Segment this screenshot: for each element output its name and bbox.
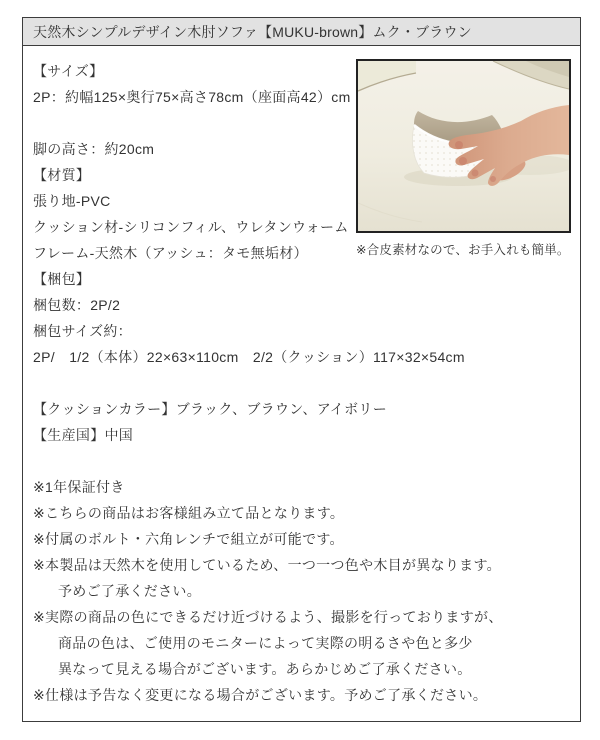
material-upholstery: 張り地-PVC <box>33 193 111 209</box>
size-section-label: 【サイズ】 <box>33 63 104 79</box>
photo-caption: ※合皮素材なので、お手入れも簡単。 <box>356 243 570 257</box>
material-section-label: 【材質】 <box>33 167 91 183</box>
photo-block <box>356 59 572 258</box>
country-line: 【生産国】中国 <box>33 427 134 443</box>
product-care-photo <box>356 59 571 233</box>
note-color-photo: ※実際の商品の色にできるだけ近づけるよう、撮影を行っておりますが、 <box>33 609 503 625</box>
package-section-label: 【梱包】 <box>33 271 91 287</box>
note-wood-grain: ※本製品は天然木を使用しているため、一つ一つ色や木目が異なります。 <box>33 557 501 573</box>
title-bar <box>23 18 580 46</box>
spacer <box>33 370 580 396</box>
package-size-label: 梱包サイズ約： <box>33 323 132 339</box>
note-tools: ※付属のボルト・六角レンチで組立が可能です。 <box>33 531 344 547</box>
note-spec-change: ※仕様は予告なく変更になる場合がございます。予めご了承ください。 <box>33 687 488 703</box>
fingertip <box>459 157 467 165</box>
product-title: 天然木シンプルデザイン木肘ソファ【MUKU-brown】ムク・ブラウン <box>33 23 472 40</box>
note-color-monitor: 商品の色は、ご使用のモニターによって実際の明るさや色と多少 <box>58 635 473 651</box>
sofa-wipe-illustration <box>358 61 569 231</box>
size-value: 2P：約幅125×奥行75×高さ78cm（座面高42）cm <box>33 89 351 105</box>
note-assembly: ※こちらの商品はお客様組み立て品となります。 <box>33 505 345 521</box>
note-color-difference: 異なって見える場合がございます。あらかじめご了承ください。 <box>58 661 472 677</box>
fingertip <box>472 170 479 177</box>
spec-box <box>22 17 581 722</box>
material-frame: フレーム-天然木（アッシュ：タモ無垢材） <box>33 245 308 261</box>
spacer <box>33 448 580 474</box>
cushion-color-line: 【クッションカラー】ブラック、ブラウン、アイボリー <box>33 401 387 417</box>
fingertip <box>490 176 496 182</box>
material-cushion: クッション材-シリコンフィル、ウレタンウォーム <box>33 219 349 235</box>
note-warranty: ※1年保証付き <box>33 479 125 495</box>
package-size-value: 2P/ 1/2（本体）22×63×110cm 2/2（クッション）117×32×54cm <box>33 349 465 365</box>
leg-height: 脚の高さ：約20cm <box>33 141 155 157</box>
package-count: 梱包数：2P/2 <box>33 297 121 313</box>
fingertip <box>455 141 463 149</box>
note-wood-grain-cont: 予めご了承ください。 <box>58 583 201 599</box>
